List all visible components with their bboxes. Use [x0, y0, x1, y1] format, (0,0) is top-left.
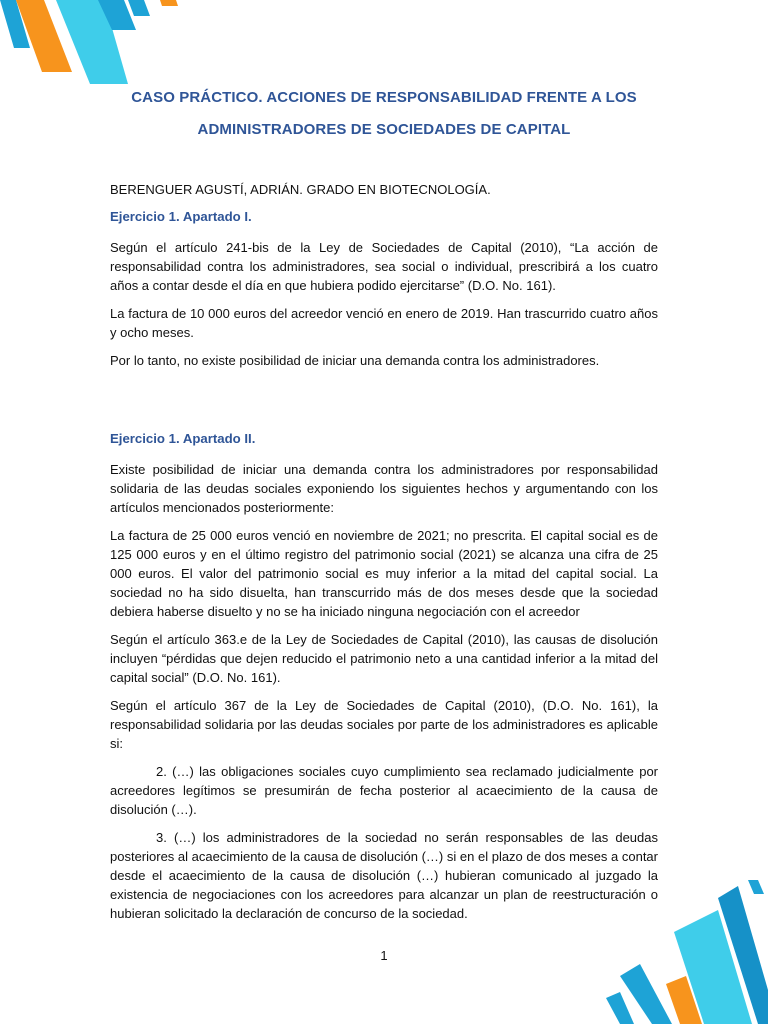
document-title-line-2: ADMINISTRADORES DE SOCIEDADES DE CAPITAL	[197, 121, 571, 138]
stripe-light-blue-top	[56, 0, 128, 84]
author-line: BERENGUER AGUSTÍ, ADRIÁN. GRADO EN BIOTECNOLOGÍA.	[110, 182, 491, 197]
stripe-orange-top-2	[160, 0, 178, 6]
document-title-line-1: CASO PRÁCTICO. ACCIONES DE RESPONSABILIDAD FRENTE A LOS	[131, 89, 637, 106]
paragraph: La factura de 10 000 euros del acreedor venció en enero de 2019. Han trascurrido cuatro años y ocho meses.	[110, 306, 658, 340]
legal-quote: 2. (…) las obligaciones sociales cuyo cumplimiento sea reclamado judicialmente por acreedores legítimos se presumirán de fecha posterior al acaecimiento de la causa de disolución (…).	[110, 764, 658, 817]
stripe-orange-top	[16, 0, 72, 72]
stripe-blue-bottom-3	[606, 992, 634, 1024]
stripe-light-blue-bottom	[674, 910, 752, 1024]
paragraph: La factura de 25 000 euros venció en noviembre de 2021; no prescrita. El capital social es de 125 000 euros y en el último registro del patrimonio social (2021) se alcanza una cifra de 25 000 euros. El valor del patrimonio social es muy inferior a la mitad del capital social. La sociedad no ha sido disuelta, han transcurrido más de dos meses desde que la sociedad debiera haberse disuelto y no se ha iniciado ninguna negociación con el acreedor	[110, 528, 658, 619]
stripe-blue-top-3	[128, 0, 150, 16]
stripe-blue-top-2	[98, 0, 136, 30]
stripe-blue-bottom-2	[620, 964, 672, 1024]
legal-quote: 3. (…) los administradores de la sociedad no serán responsables de las deudas posteriores al acaecimiento de la causa de disolución (…) si en el plazo de dos meses a contar desde el acaecimiento de la causa de disolución (…) hubieran comunicado al juzgado la existencia de negociaciones con los acreedores para alcanzar un plan de reestructuración o hubieran solicitado la declaración de concurso de la sociedad.	[110, 830, 658, 921]
section-spacer	[110, 379, 658, 429]
paragraph: Según el artículo 241-bis de la Ley de Sociedades de Capital (2010), “La acción de responsabilidad contra los administradores, sea social o individual, prescribirá a los cuatro años a contar desde el día en que hubiera podido ejercitarse” (D.O. No. 161).	[110, 240, 658, 293]
paragraph: Según el artículo 367 de la Ley de Sociedades de Capital (2010), (D.O. No. 161), la responsabilidad solidaria por las deudas sociales por parte de los administradores es aplicable si:	[110, 698, 658, 751]
paragraph: Existe posibilidad de iniciar una demanda contra los administradores por responsabilidad solidaria de las deudas sociales exponiendo los siguientes hechos y argumentando con los artículos mencionados posteriormente:	[110, 462, 658, 515]
stripe-blue-bottom-4	[748, 880, 764, 894]
decorative-stripes-top	[0, 0, 190, 100]
section-heading-apartado-2: Ejercicio 1. Apartado II.	[110, 431, 256, 446]
section-heading-apartado-1: Ejercicio 1. Apartado I.	[110, 209, 252, 224]
document-body	[110, 180, 658, 932]
page-number: 1	[380, 948, 388, 963]
paragraph: Según el artículo 363.e de la Ley de Sociedades de Capital (2010), las causas de disolución incluyen “pérdidas que dejen reducido el patrimonio neto a una cantidad inferior a la mitad del capital social” (D.O. No. 161).	[110, 632, 658, 685]
paragraph: Por lo tanto, no existe posibilidad de iniciar una demanda contra los administradores.	[110, 353, 600, 368]
stripe-orange-bottom	[666, 976, 702, 1024]
stripe-blue-top-1	[0, 0, 30, 48]
